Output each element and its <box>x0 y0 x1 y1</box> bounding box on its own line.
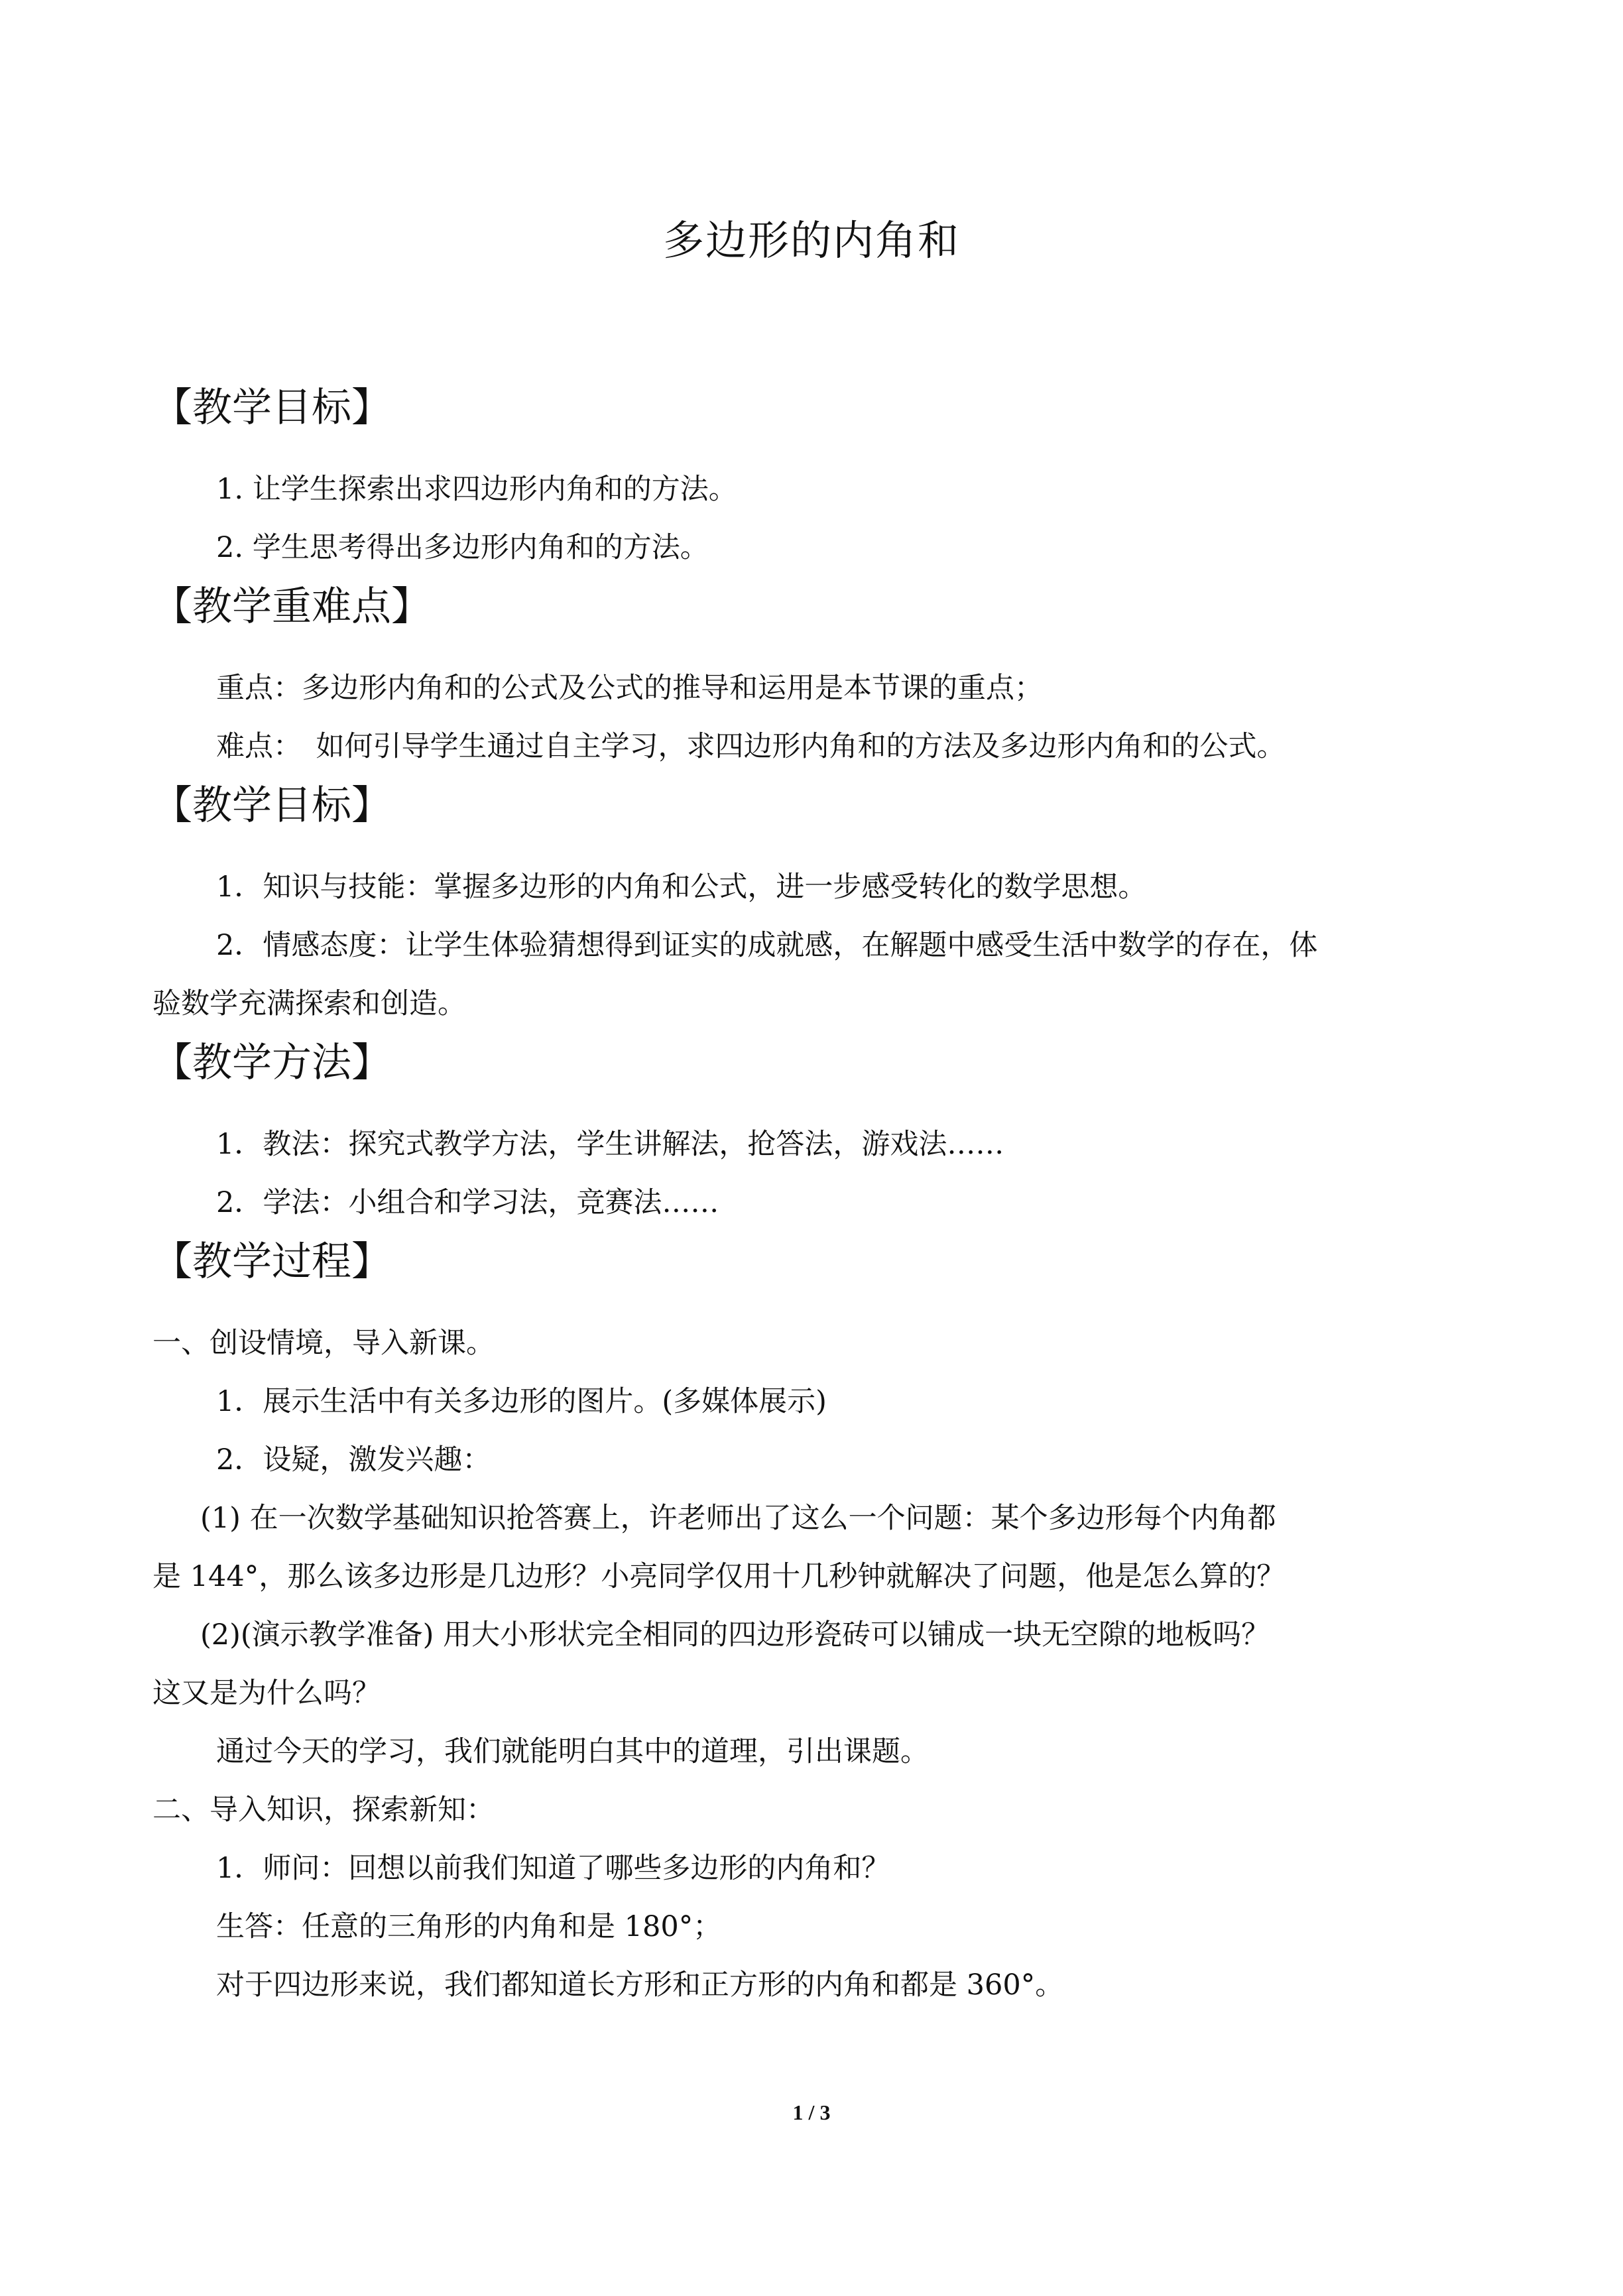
process-line-continuation: 是 144°，那么该多边形是几边形？小亮同学仅用十几秒钟就解决了问题，他是怎么算的？ <box>152 1560 1286 1593</box>
process-line: 2．设疑，激发兴趣： <box>216 1443 491 1477</box>
process-line: 对于四边形来说，我们都知道长方形和正方形的内角和都是 360°。 <box>216 1968 1064 2002</box>
process-step-heading: 二、导入知识，探索新知： <box>152 1793 495 1827</box>
objective-item: 1．知识与技能：掌握多边形的内角和公式，进一步感受转化的数学思想。 <box>216 871 1147 904</box>
process-line: 1．展示生活中有关多边形的图片。(多媒体展示) <box>216 1385 827 1418</box>
process-line: (2)(演示教学准备) 用大小形状完全相同的四边形瓷砖可以铺成一块无空隙的地板吗？ <box>200 1618 1270 1652</box>
objective-item: 2．情感态度：让学生体验猜想得到证实的成就感，在解题中感受生活中数学的存在，体 <box>216 929 1318 962</box>
objective-item: 2. 学生思考得出多边形内角和的方法。 <box>216 531 709 564</box>
section-heading-objectives: 【教学目标】 <box>152 385 391 431</box>
page-title: 多边形的内角和 <box>662 216 960 265</box>
process-line: 1．师问：回想以前我们知道了哪些多边形的内角和？ <box>216 1852 890 1885</box>
method-item: 1．教法：探究式教学方法，学生讲解法，抢答法，游戏法…… <box>216 1128 1004 1161</box>
section-heading-key-points: 【教学重难点】 <box>152 583 431 630</box>
section-heading-objectives-2: 【教学目标】 <box>152 782 391 829</box>
page-number: 1 / 3 <box>792 2100 831 2124</box>
key-point-item: 重点：多边形内角和的公式及公式的推导和运用是本节课的重点； <box>216 672 1043 705</box>
objective-item-continuation: 验数学充满探索和创造。 <box>152 987 466 1020</box>
process-step-heading: 一、创设情境，导入新课。 <box>152 1327 495 1360</box>
process-line: (1) 在一次数学基础知识抢答赛上，许老师出了这么一个问题：某个多边形每个内角都 <box>200 1502 1276 1535</box>
difficulty-item: 难点： 如何引导学生通过自主学习，求四边形内角和的方法及多边形内角和的公式。 <box>216 730 1286 763</box>
process-line: 生答：任意的三角形的内角和是 180°； <box>216 1910 722 1943</box>
process-line-continuation: 这又是为什么吗？ <box>152 1677 381 1710</box>
section-heading-methods: 【教学方法】 <box>152 1040 391 1086</box>
section-heading-process: 【教学过程】 <box>152 1239 391 1285</box>
objective-item: 1. 让学生探索出求四边形内角和的方法。 <box>216 473 737 506</box>
method-item: 2．学法：小组合和学习法，竞赛法…… <box>216 1186 719 1219</box>
document-body <box>152 378 1485 2014</box>
process-line: 通过今天的学习，我们就能明白其中的道理，引出课题。 <box>216 1735 929 1768</box>
